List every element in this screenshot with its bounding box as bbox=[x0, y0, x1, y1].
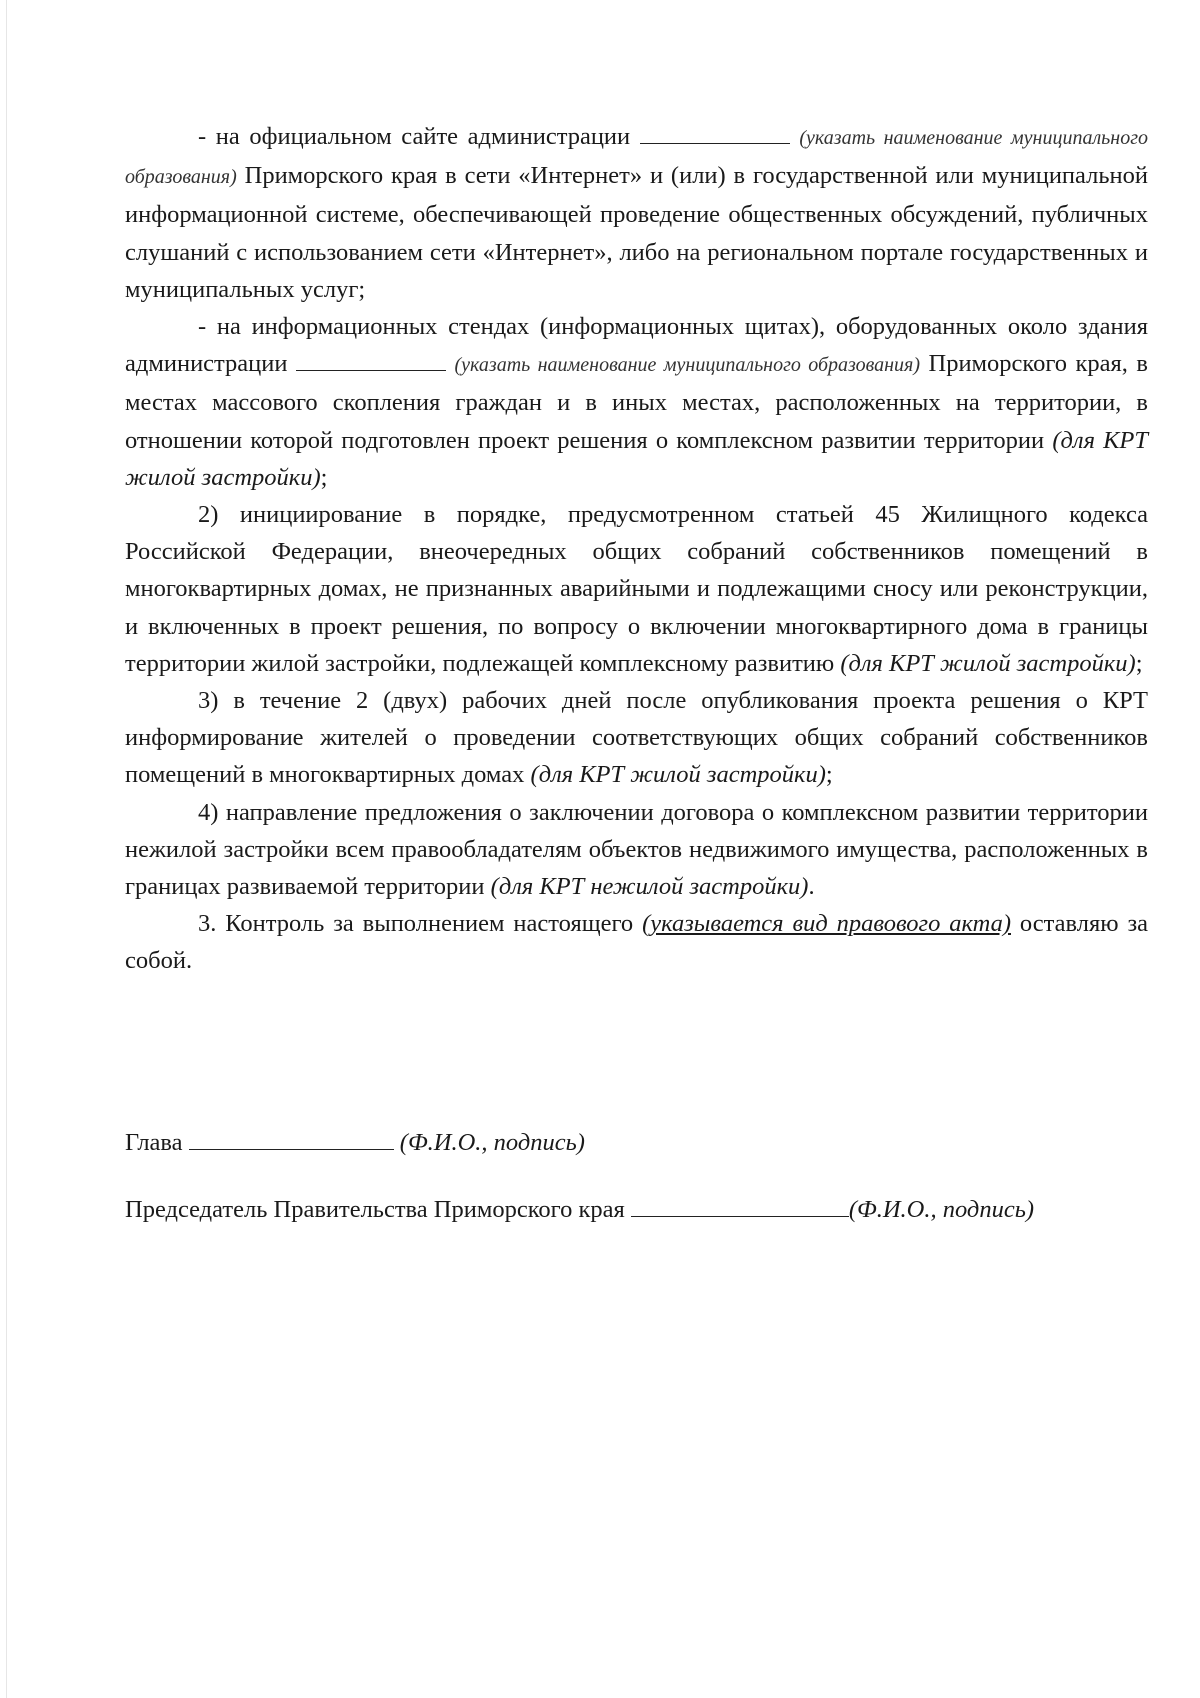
paragraph-item-4 bbox=[125, 794, 1148, 906]
p6-lead: 3. Контроль за выполнением настоящего bbox=[198, 910, 634, 938]
chair-label: Председатель Правительства Приморского края bbox=[125, 1196, 625, 1223]
signature-line bbox=[631, 1194, 849, 1217]
chair-hint: (Ф.И.О., подпись) bbox=[848, 1196, 1035, 1223]
p6-tag: (указывается вид правового акта) bbox=[642, 910, 1011, 938]
paragraph-control bbox=[125, 905, 1148, 979]
p2-lead: - на информационных стендах (информационных щитах), оборудованных около здания администрации bbox=[125, 313, 1148, 378]
paragraph-item-2 bbox=[125, 496, 1148, 682]
paragraph-official-site bbox=[125, 118, 1148, 308]
p2-hint: (указать наименование муниципального образования) bbox=[454, 354, 921, 377]
p5-tag: (для КРТ нежилой застройки) bbox=[490, 873, 809, 901]
p2-rest: Приморского края, в местах массового скопления граждан и в иных местах, расположенных на территории, в отношении которой подготовлен проект решения о комплексном развитии территории bbox=[125, 350, 1148, 454]
paragraph-item-3 bbox=[125, 682, 1148, 794]
signature-head bbox=[125, 1124, 1148, 1161]
p1-rest: Приморского края в сети «Интернет» и (или) в государственной или муниципальной информационной системе, обеспечивающей проведение общественных обсуждений, публичных слушаний с использованием сети «Интернет», либо на региональном портале государственных и муниципальных услуг; bbox=[125, 162, 1148, 303]
blank-line bbox=[640, 121, 790, 144]
p3-end: ; bbox=[1135, 649, 1143, 677]
p2-tag: (для КРТ жилой застройки) bbox=[125, 426, 1149, 491]
paragraph-info-stands bbox=[125, 308, 1148, 496]
signature-line bbox=[189, 1127, 394, 1150]
signature-chair bbox=[125, 1191, 1148, 1228]
p3-text: 2) инициирование в порядке, предусмотренном статьей 45 Жилищного кодекса Российской Федерации, внеочередных общих собраний собственников помещений в многоквартирных домах, не признанных аварийными и подлежащими сносу или реконструкции, и включенных в проект решения, по вопросу о включении многоквартирного дома в границы территории жилой застройки, подлежащей комплексному развитию bbox=[125, 501, 1148, 677]
p3-tag: (для КРТ жилой застройки) bbox=[840, 649, 1136, 677]
p5-text: 4) направление предложения о заключении договора о комплексном развитии территории нежилой застройки всем правообладателям объектов недвижимого имущества, расположенных в границах развиваемой территории bbox=[125, 798, 1148, 901]
p1-hint: (указать наименование муниципального образования) bbox=[125, 127, 1149, 189]
head-label: Глава bbox=[125, 1129, 183, 1156]
p4-tag: (для КРТ жилой застройки) bbox=[530, 761, 826, 789]
p1-lead: - на официальном сайте администрации bbox=[198, 123, 631, 150]
head-hint: (Ф.И.О., подпись) bbox=[399, 1129, 585, 1156]
p6-end: оставляю за собой. bbox=[125, 910, 1148, 975]
document-body bbox=[125, 118, 1148, 980]
blank-line bbox=[296, 348, 446, 371]
p2-end: ; bbox=[320, 463, 328, 491]
scan-edge bbox=[6, 0, 7, 1698]
p4-text: 3) в течение 2 (двух) рабочих дней после опубликования проекта решения о КРТ информирование жителей о проведении соответствующих общих собраний собственников помещений в многоквартирных домах bbox=[125, 687, 1148, 789]
p5-end: . bbox=[808, 873, 815, 901]
p4-end: ; bbox=[825, 761, 833, 789]
